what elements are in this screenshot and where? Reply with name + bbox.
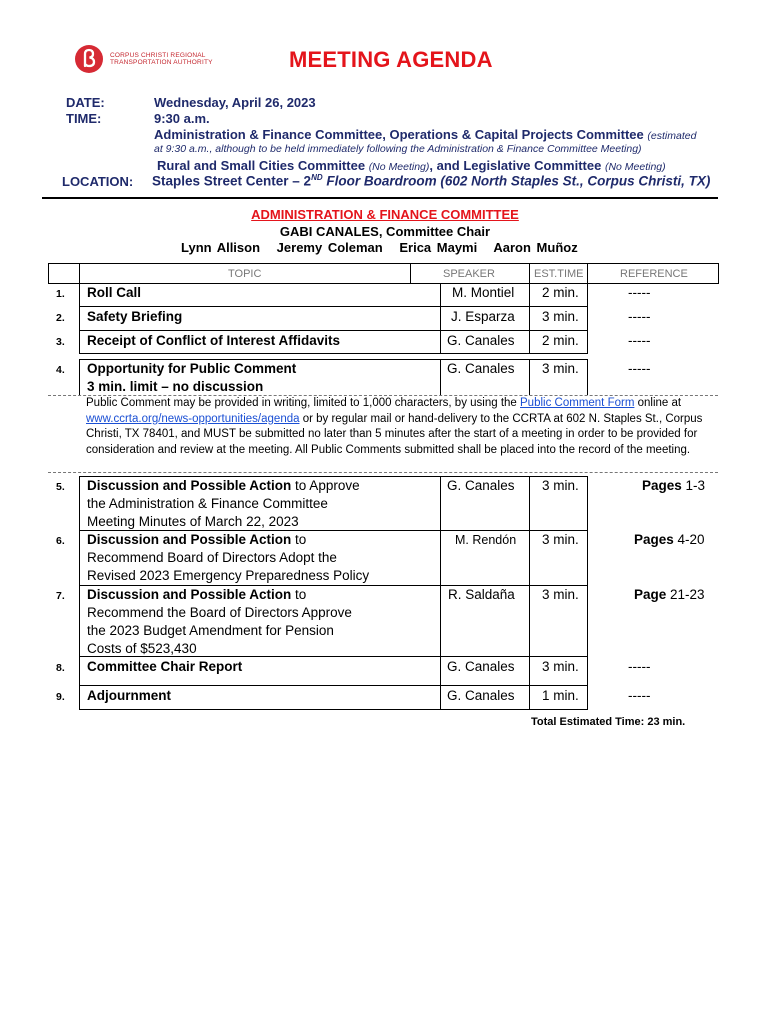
item-topic: Roll Call bbox=[87, 285, 142, 300]
item-number: 3. bbox=[56, 336, 65, 348]
item-time: 2 min. bbox=[542, 333, 579, 348]
item-speaker: G. Canales bbox=[447, 688, 515, 703]
time-value: 9:30 a.m. bbox=[154, 111, 210, 126]
item-speaker: M. Montiel bbox=[452, 285, 515, 300]
rural-committee: Rural and Small Cities Committee bbox=[157, 158, 366, 173]
item-topic bbox=[87, 586, 306, 604]
item-time: 3 min. bbox=[542, 659, 579, 674]
table-border bbox=[529, 283, 530, 353]
table-dashed-rule bbox=[48, 472, 718, 473]
item-reference-bold: Pages bbox=[634, 532, 674, 547]
item-number: 7. bbox=[56, 590, 65, 602]
item-topic-rest: to bbox=[291, 587, 307, 602]
table-border bbox=[410, 263, 411, 284]
item-time: 3 min. bbox=[542, 309, 579, 324]
item-reference: ----- bbox=[628, 659, 651, 674]
agenda-url-link[interactable]: www.ccrta.org/news-opportunities/agenda bbox=[86, 412, 300, 425]
table-border bbox=[79, 685, 588, 686]
item-number: 5. bbox=[56, 481, 65, 493]
item-reference-pages: 21-23 bbox=[666, 587, 705, 602]
item-reference-pages: 1-3 bbox=[681, 478, 706, 493]
item-speaker: G. Canales bbox=[447, 478, 515, 493]
item-topic-line-3: Revised 2023 Emergency Preparedness Policy bbox=[87, 568, 370, 583]
item-topic-bold: Discussion and Possible Action bbox=[87, 478, 292, 493]
item-time: 3 min. bbox=[542, 532, 579, 547]
table-border bbox=[529, 476, 530, 709]
table-border bbox=[79, 359, 80, 395]
table-border bbox=[718, 263, 719, 284]
member-name: Lynn Allison bbox=[181, 240, 261, 255]
location-sup: ND bbox=[311, 173, 323, 182]
header-speaker: SPEAKER bbox=[443, 268, 495, 280]
item-topic-line-2: 3 min. limit – no discussion bbox=[87, 379, 264, 394]
item-reference bbox=[642, 477, 705, 495]
table-border bbox=[79, 263, 80, 284]
item-topic bbox=[87, 531, 306, 549]
rural-note: (No Meeting) bbox=[368, 161, 430, 173]
item-reference bbox=[634, 586, 705, 604]
item-number: 2. bbox=[56, 312, 65, 324]
table-border bbox=[48, 263, 718, 264]
table-border bbox=[79, 330, 588, 331]
item-reference bbox=[634, 531, 705, 549]
item-speaker: G. Canales bbox=[447, 361, 515, 376]
header-time: EST.TIME bbox=[534, 268, 584, 280]
table-border bbox=[587, 476, 588, 709]
item-speaker: G. Canales bbox=[447, 659, 515, 674]
page-title: MEETING AGENDA bbox=[289, 47, 493, 72]
item-time: 2 min. bbox=[542, 285, 579, 300]
item-topic: Opportunity for Public Comment bbox=[87, 361, 297, 376]
table-border bbox=[529, 359, 530, 395]
table-border bbox=[440, 359, 441, 395]
item-topic-line-2: the Administration & Finance Committee bbox=[87, 496, 328, 511]
table-border bbox=[79, 709, 588, 710]
item-topic: Receipt of Conflict of Interest Affidavits bbox=[87, 333, 341, 348]
committees-line-2: at 9:30 a.m., although to be held immediately following the Administration & Finance Committee Meeting) bbox=[154, 143, 642, 155]
item-reference: ----- bbox=[628, 688, 651, 703]
item-reference: ----- bbox=[628, 361, 651, 376]
table-border bbox=[587, 283, 588, 353]
public-comment-note bbox=[86, 396, 726, 458]
header-reference: REFERENCE bbox=[620, 268, 688, 280]
member-name: Jeremy Coleman bbox=[276, 240, 383, 255]
date-value: Wednesday, April 26, 2023 bbox=[154, 95, 316, 110]
location-pre: Staples Street Center – 2 bbox=[152, 173, 312, 189]
item-time: 3 min. bbox=[542, 478, 579, 493]
item-reference: ----- bbox=[628, 333, 651, 348]
committee-chair: GABI CANALES, Committee Chair bbox=[279, 224, 491, 239]
committees-note: (estimated bbox=[647, 130, 697, 142]
location-label: LOCATION: bbox=[62, 174, 134, 189]
item-topic: Committee Chair Report bbox=[87, 659, 243, 674]
header-topic: TOPIC bbox=[228, 268, 262, 280]
table-border bbox=[587, 359, 588, 395]
item-speaker: J. Esparza bbox=[451, 309, 515, 324]
item-number: 4. bbox=[56, 364, 65, 376]
table-border bbox=[79, 353, 588, 354]
item-number: 8. bbox=[56, 662, 65, 674]
public-comment-form-link[interactable]: Public Comment Form bbox=[520, 397, 635, 409]
note-text: or by regular mail or hand-delivery to the CCRTA at 602 N. Staples St., Corpus Christi, TX 78401, and MUST be submitted no later than 5 minutes after the start of a meeting in order to be provided for consideration and review at the meeting. All Public Comments submitted shall be placed into the record of the meeting. bbox=[86, 412, 703, 456]
table-border bbox=[440, 476, 441, 709]
item-topic bbox=[87, 477, 360, 495]
table-border bbox=[48, 283, 718, 284]
legislative-committee: , and Legislative Committee bbox=[429, 158, 602, 173]
committee-title: ADMINISTRATION & FINANCE COMMITTEE bbox=[251, 207, 519, 222]
note-text: Public Comment may be provided in writing, limited to 1,000 characters, by using the bbox=[86, 397, 521, 409]
table-border bbox=[587, 263, 588, 284]
table-border bbox=[79, 476, 80, 709]
item-topic-line-2: Recommend Board of Directors Adopt the bbox=[87, 550, 337, 565]
item-topic-line-3: the 2023 Budget Amendment for Pension bbox=[87, 623, 334, 638]
item-time: 1 min. bbox=[542, 688, 579, 703]
item-number: 9. bbox=[56, 691, 65, 703]
item-speaker: G. Canales bbox=[447, 333, 515, 348]
member-name: Aaron Muñoz bbox=[493, 240, 578, 255]
item-speaker: R. Saldaña bbox=[448, 587, 515, 602]
item-topic-line-4: Costs of $523,430 bbox=[87, 641, 197, 656]
item-reference-bold: Pages bbox=[642, 478, 682, 493]
item-topic-rest: to bbox=[291, 532, 307, 547]
location-post: Floor Boardroom (602 North Staples St., Corpus Christi, TX) bbox=[322, 173, 711, 189]
item-topic-bold: Discussion and Possible Action bbox=[87, 587, 292, 602]
item-reference: ----- bbox=[628, 309, 651, 324]
item-topic-rest: to Approve bbox=[291, 478, 360, 493]
table-border bbox=[79, 283, 80, 353]
table-border bbox=[48, 263, 49, 284]
member-name: Erica Maymi bbox=[399, 240, 478, 255]
item-topic: Adjournment bbox=[87, 688, 171, 703]
item-topic-bold: Discussion and Possible Action bbox=[87, 532, 292, 547]
committees-bold: Administration & Finance Committee, Operations & Capital Projects Committee bbox=[154, 127, 644, 142]
table-border bbox=[79, 306, 588, 307]
date-label: DATE: bbox=[66, 95, 105, 110]
logo-line-1: CORPUS CHRISTI REGIONAL bbox=[110, 52, 206, 59]
legislative-note: (No Meeting) bbox=[604, 161, 666, 173]
note-text: online at bbox=[634, 397, 682, 409]
logo-line-2: TRANSPORTATION AUTHORITY bbox=[110, 59, 213, 66]
item-topic-line-3: Meeting Minutes of March 22, 2023 bbox=[87, 514, 299, 529]
item-topic-line-2: Recommend the Board of Directors Approve bbox=[87, 605, 352, 620]
time-label: TIME: bbox=[66, 111, 102, 126]
item-speaker: M. Rendón bbox=[455, 533, 517, 547]
item-reference-pages: 4-20 bbox=[673, 532, 705, 547]
table-border bbox=[440, 283, 441, 353]
total-estimated-time: Total Estimated Time: 23 min. bbox=[531, 716, 686, 728]
item-number: 1. bbox=[56, 288, 65, 300]
item-reference: ----- bbox=[628, 285, 651, 300]
item-time: 3 min. bbox=[542, 361, 579, 376]
item-time: 3 min. bbox=[542, 587, 579, 602]
table-border bbox=[529, 263, 530, 284]
item-topic: Safety Briefing bbox=[87, 309, 183, 324]
item-reference-bold: Page bbox=[634, 587, 667, 602]
item-number: 6. bbox=[56, 535, 65, 547]
